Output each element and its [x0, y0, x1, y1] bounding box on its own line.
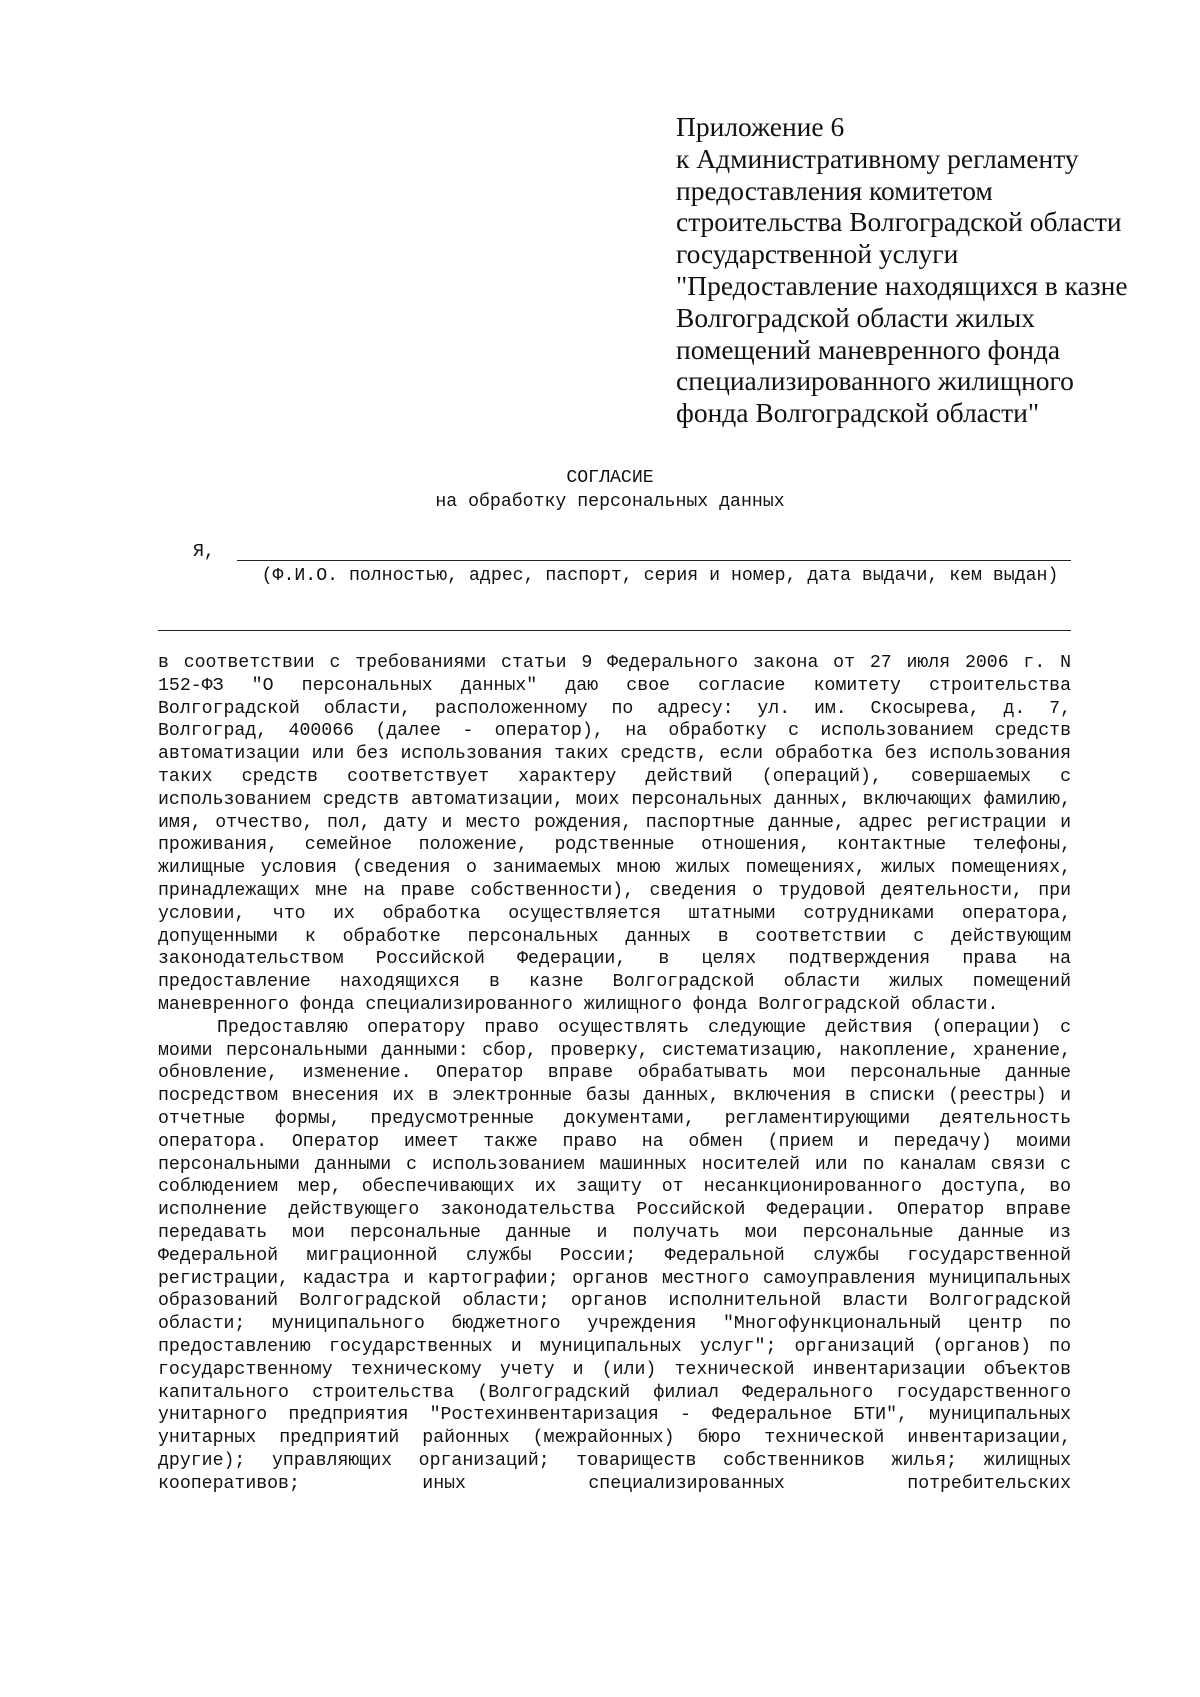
- document-title: СОГЛАСИЕ: [566, 468, 654, 488]
- appendix-line: к Административному регламенту: [676, 142, 1079, 174]
- appendix-line: фонда Волгоградской области": [676, 397, 1040, 429]
- consent-body: [158, 652, 1071, 1495]
- appendix-line: строительства Волгоградской области: [676, 206, 1122, 238]
- appendix-line: Приложение 6: [676, 111, 845, 142]
- document-subtitle: на обработку персональных данных: [435, 492, 785, 512]
- appendix-line: специализированного жилищного: [676, 365, 1074, 397]
- appendix-line: Волгоградской области жилых: [676, 301, 1036, 333]
- appendix-header: [676, 111, 1176, 429]
- applicant-hint: (Ф.И.О. полностью, адрес, паспорт, серия и номер, дата выдачи, кем выдан): [261, 566, 1059, 586]
- applicant-name-line: [237, 560, 1071, 561]
- appendix-line: предоставления комитетом: [676, 174, 993, 206]
- applicant-label: Я,: [193, 542, 215, 562]
- appendix-line: помещений маневренного фонда: [676, 333, 1061, 365]
- appendix-line: государственной услуги: [676, 238, 959, 270]
- consent-paragraph: Предоставляю оператору право осуществлять следующие действия (операции) с моими персональными данными: сбор, проверку, систематизацию, накопление, хранение, обновление, изменение. Оператор вправе обрабатывать мои персональные данные посредством внесения их в электронные базы данных, включения в списки (реестры) и отчетные формы, предусмотренные документами, регламентирующими деятельность оператора. Оператор имеет также право на обмен (прием и передачу) моими персональными данными с использованием машинных носителей или по каналам связи с соблюдением мер, обеспечивающих их защиту от несанкционированного доступа, во исполнение действующего законодательства Российской Федерации. Оператор вправе передавать мои персональные данные и получать мои персональные данные из Федеральной миграционной службы России; Федеральной службы государственной регистрации, кадастра и картографии; органов местного самоуправления муниципальных образований Волгоградской области; органов исполнительной власти Волгоградской области; муниципального бюджетного учреждения "Многофункциональный центр по предоставлению государственных и муниципальных услуг"; организаций (органов) по государственному техническому учету и (или) технической инвентаризации объектов капитального строительства (Волгоградский филиал Федерального государственного унитарного предприятия "Ростехинвентаризация - Федеральное БТИ", муниципальных унитарных предприятий районных (межрайонных) бюро технической инвентаризации, другие); управляющих организаций; товариществ собственников жилья; жилищных кооперативов; иных специализированных потребительских: [158, 1017, 1071, 1494]
- consent-paragraph: в соответствии с требованиями статьи 9 Федерального закона от 27 июля 2006 г. N 152-ФЗ "О персональных данных" даю свое согласие комитету строительства Волгоградской области, расположенному по адресу: ул. им. Скосырева, д. 7, Волгоград, 400066 (далее - оператор), на обработку с использованием средств автоматизации или без использования таких средств, если обработка без использования таких средств соответствует характеру действий (операций), совершаемых с использованием средств автоматизации, моих персональных данных, включающих фамилию, имя, отчество, пол, дату и место рождения, паспортные данные, адрес регистрации и проживания, семейное положение, родственные отношения, контактные телефоны, жилищные условия (сведения о занимаемых мною жилых помещениях, жилых помещениях, принадлежащих мне на праве собственности), сведения о трудовой деятельности, при условии, что их обработка осуществляется штатными сотрудниками оператора, допущенными к обработке персональных данных в соответствии с действующим законодательством Российской Федерации, в целях подтверждения права на предоставление находящихся в казне Волгоградской области жилых помещений маневренного фонда специализированного жилищного фонда Волгоградской области.: [158, 653, 1071, 1015]
- appendix-line: "Предоставление находящихся в казне: [676, 269, 1128, 301]
- separator-line: [158, 630, 1071, 631]
